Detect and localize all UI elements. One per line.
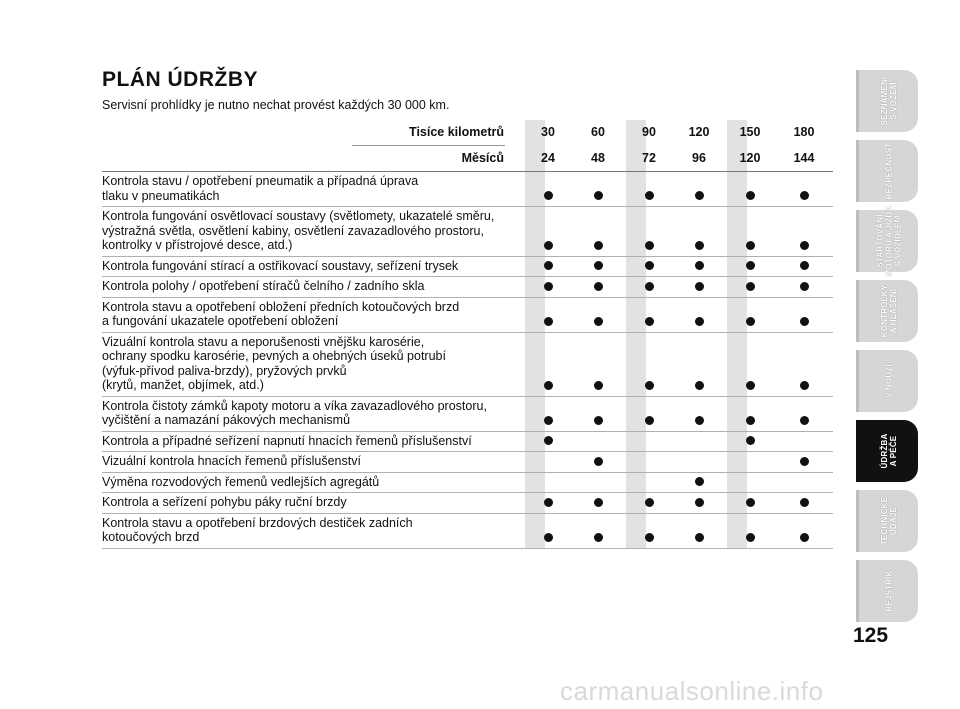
service-mark-dot bbox=[544, 241, 553, 250]
header-months-value: 144 bbox=[793, 151, 815, 165]
service-mark-dot bbox=[695, 416, 704, 425]
service-mark-dot bbox=[544, 191, 553, 200]
header-months-value: 120 bbox=[739, 151, 761, 165]
chapter-tab[interactable] bbox=[856, 280, 918, 342]
chapter-tab[interactable] bbox=[856, 560, 918, 622]
service-mark-dot bbox=[800, 261, 809, 270]
page-number: 125 bbox=[853, 624, 889, 647]
service-mark-dot bbox=[800, 381, 809, 390]
chapter-tab-label: V NOUZI bbox=[884, 364, 893, 398]
chapter-tab[interactable] bbox=[856, 70, 918, 132]
table-row bbox=[102, 207, 833, 257]
chapter-tab[interactable] bbox=[856, 490, 918, 552]
service-mark-dot bbox=[594, 241, 603, 250]
service-mark-dot bbox=[544, 533, 553, 542]
service-mark-dot bbox=[800, 533, 809, 542]
chapter-tab-label: STARTOVÁNÍ MOTORU A JÍZDA S VOZIDLEM bbox=[875, 205, 902, 277]
service-mark-dot bbox=[544, 317, 553, 326]
row-description: Kontrola stavu / opotřebení pneumatik a případná úprava tlaku v pneumatikách bbox=[102, 174, 419, 203]
service-mark-dot bbox=[544, 498, 553, 507]
page-subtitle: Servisní prohlídky je nutno nechat provést každých 30 000 km. bbox=[102, 98, 450, 112]
table-row bbox=[102, 277, 833, 298]
row-description: Kontrola polohy / opotřebení stíračů čelního / zadního skla bbox=[102, 279, 425, 293]
service-mark-dot bbox=[594, 282, 603, 291]
chapter-tab[interactable] bbox=[856, 205, 918, 277]
service-mark-dot bbox=[594, 416, 603, 425]
table-row bbox=[102, 172, 833, 207]
service-mark-dot bbox=[594, 261, 603, 270]
service-mark-dot bbox=[645, 191, 654, 200]
service-mark-dot bbox=[800, 282, 809, 291]
header-km-value: 60 bbox=[591, 125, 605, 139]
service-mark-dot bbox=[800, 416, 809, 425]
header-km-value: 150 bbox=[739, 125, 761, 139]
service-mark-dot bbox=[746, 436, 755, 445]
header-months-row bbox=[102, 146, 833, 172]
row-description: Kontrola stavu a opotřebení obložení předních kotoučových brzd a fungování ukazatele opotřebení obložení bbox=[102, 299, 460, 328]
service-mark-dot bbox=[544, 416, 553, 425]
service-mark-dot bbox=[544, 381, 553, 390]
chapter-tab-label: SEZNÁMENÍ S VOZEM bbox=[879, 76, 898, 126]
row-description: Kontrola fungování stírací a ostřikovací soustavy, seřízení trysek bbox=[102, 258, 459, 273]
row-description: Výměna rozvodových řemenů vedlejších agregátů bbox=[102, 474, 380, 489]
row-description: Kontrola a případné seřízení napnutí hnacích řemenů příslušenství bbox=[102, 433, 472, 448]
watermark: carmanualsonline.info bbox=[560, 676, 824, 706]
service-mark-dot bbox=[594, 191, 603, 200]
row-description: Kontrola a seřízení pohybu páky ruční brzdy bbox=[102, 495, 347, 509]
service-mark-dot bbox=[695, 261, 704, 270]
row-description: Kontrola čistoty zámků kapoty motoru a víka zavazadlového prostoru, vyčištění a namazání pákových mechanismů bbox=[102, 398, 487, 427]
service-mark-dot bbox=[594, 498, 603, 507]
service-mark-dot bbox=[746, 498, 755, 507]
header-months-label: Měsíců bbox=[461, 151, 504, 165]
service-mark-dot bbox=[695, 381, 704, 390]
service-mark-dot bbox=[645, 381, 654, 390]
row-description: Kontrola fungování osvětlovací soustavy (světlomety, ukazatelé směru, výstražná světla, osvětlení kabiny, osvětlení zavazadlového prostoru, kontrolky v přístrojové desce, atd.) bbox=[102, 209, 495, 252]
service-mark-dot bbox=[746, 317, 755, 326]
chapter-tab[interactable] bbox=[856, 420, 918, 482]
service-mark-dot bbox=[695, 282, 704, 291]
service-mark-dot bbox=[544, 261, 553, 270]
service-mark-dot bbox=[746, 191, 755, 200]
page-title: PLÁN ÚDRŽBY bbox=[102, 68, 258, 91]
service-mark-dot bbox=[645, 261, 654, 270]
service-mark-dot bbox=[695, 317, 704, 326]
service-mark-dot bbox=[645, 416, 654, 425]
service-mark-dot bbox=[695, 533, 704, 542]
table-body bbox=[102, 172, 833, 549]
header-km-value: 30 bbox=[541, 125, 555, 139]
chapter-tab-label: BEZPEČNOST bbox=[884, 142, 893, 200]
header-km-label: Tisíce kilometrů bbox=[409, 125, 504, 139]
chapter-tab[interactable] bbox=[856, 140, 918, 202]
header-months-value: 72 bbox=[642, 151, 656, 165]
header-months-value: 96 bbox=[692, 151, 706, 165]
service-mark-dot bbox=[800, 317, 809, 326]
table-row bbox=[102, 257, 833, 278]
service-mark-dot bbox=[746, 282, 755, 291]
table-row bbox=[102, 473, 833, 494]
table-row bbox=[102, 432, 833, 453]
service-mark-dot bbox=[800, 457, 809, 466]
chapter-tab[interactable] bbox=[856, 350, 918, 412]
service-mark-dot bbox=[645, 317, 654, 326]
service-mark-dot bbox=[594, 533, 603, 542]
header-months-value: 48 bbox=[591, 151, 605, 165]
header-km-value: 180 bbox=[793, 125, 815, 139]
header-km-value: 120 bbox=[688, 125, 710, 139]
service-mark-dot bbox=[695, 241, 704, 250]
row-description: Vizuální kontrola hnacích řemenů příslušenství bbox=[102, 454, 361, 468]
header-km-row bbox=[102, 120, 833, 146]
service-mark-dot bbox=[746, 241, 755, 250]
table-row bbox=[102, 397, 833, 432]
header-km-value: 90 bbox=[642, 125, 656, 139]
chapter-tab-label: KONTROLKY A HLÁŠENÍ bbox=[879, 284, 898, 338]
service-mark-dot bbox=[645, 241, 654, 250]
service-mark-dot bbox=[800, 191, 809, 200]
service-mark-dot bbox=[594, 381, 603, 390]
chapter-tab-label: ÚDRŽBA A PÉČE bbox=[879, 433, 898, 469]
table-row bbox=[102, 452, 833, 473]
table-row bbox=[102, 514, 833, 549]
service-mark-dot bbox=[594, 317, 603, 326]
service-mark-dot bbox=[800, 241, 809, 250]
chapter-tab-label: REJSTŘÍK bbox=[884, 570, 893, 612]
service-mark-dot bbox=[645, 533, 654, 542]
service-mark-dot bbox=[746, 381, 755, 390]
row-description: Vizuální kontrola stavu a neporušenosti vnějšku karosérie, ochrany spodku karosérie, pevných a ohebných úseků potrubí (výfuk-přívod paliva-brzdy), pryžových prvků (krytů, manžet, objímek, atd.) bbox=[102, 334, 446, 392]
chapter-tab-label: TECHNICKÉ ÚDAJE bbox=[879, 496, 898, 546]
table-row bbox=[102, 298, 833, 333]
service-mark-dot bbox=[544, 282, 553, 291]
table-row bbox=[102, 333, 833, 397]
service-mark-dot bbox=[645, 498, 654, 507]
service-mark-dot bbox=[594, 457, 603, 466]
table-row bbox=[102, 493, 833, 514]
row-description: Kontrola stavu a opotřebení brzdových destiček zadních kotoučových brzd bbox=[102, 515, 413, 544]
service-mark-dot bbox=[746, 416, 755, 425]
service-mark-dot bbox=[746, 261, 755, 270]
service-mark-dot bbox=[800, 498, 809, 507]
maintenance-table bbox=[102, 120, 833, 549]
service-mark-dot bbox=[746, 533, 755, 542]
service-mark-dot bbox=[544, 436, 553, 445]
service-mark-dot bbox=[695, 477, 704, 486]
service-mark-dot bbox=[695, 498, 704, 507]
service-mark-dot bbox=[695, 191, 704, 200]
service-mark-dot bbox=[645, 282, 654, 291]
header-months-value: 24 bbox=[541, 151, 555, 165]
